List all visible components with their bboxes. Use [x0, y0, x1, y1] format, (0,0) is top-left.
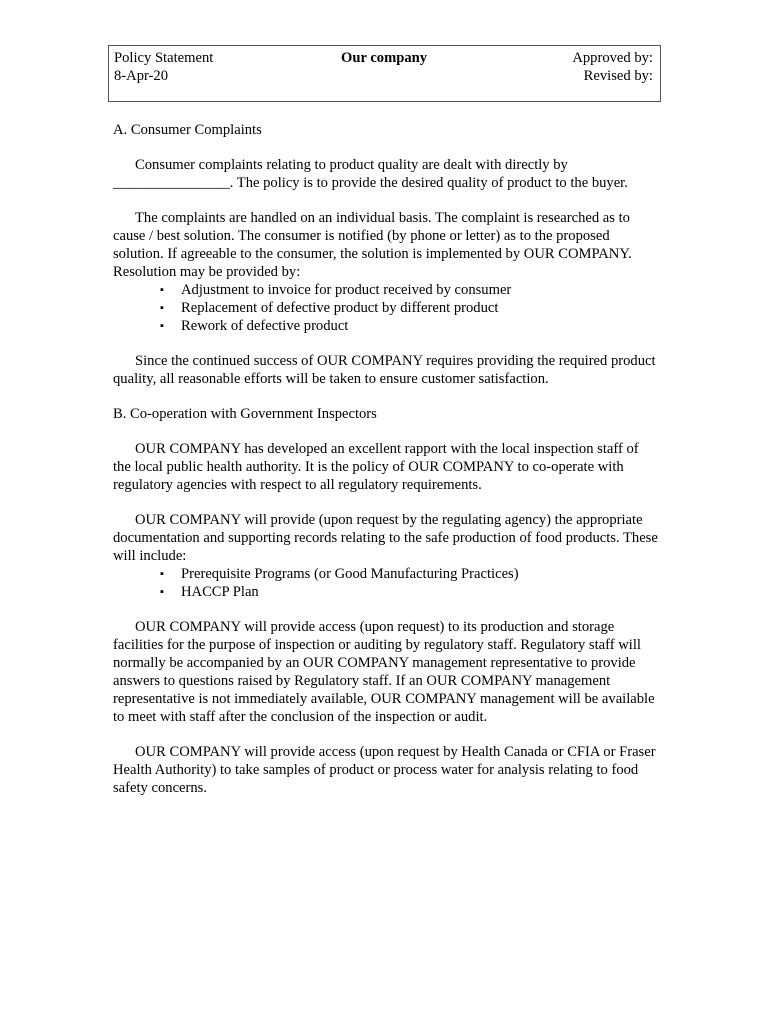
- approved-by-label: Approved by:: [572, 50, 653, 66]
- section-a-resolution-list: [113, 281, 658, 335]
- company-name: Our company: [341, 50, 428, 66]
- list-item-text: Replacement of defective product by different product: [181, 300, 499, 316]
- section-b-heading: B. Co-operation with Government Inspectors: [113, 406, 377, 422]
- bullet-icon: ▪: [160, 586, 164, 598]
- revised-by-label: Revised by:: [583, 68, 653, 84]
- policy-statement-label: Policy Statement: [114, 50, 214, 66]
- section-a-paragraph-1: Consumer complaints relating to product quality are dealt with directly by ________________. The policy is to provide the desired quality of product to the buyer.: [113, 157, 628, 191]
- list-item-text: HACCP Plan: [181, 584, 259, 600]
- bullet-icon: ▪: [160, 302, 164, 314]
- list-item: [113, 583, 658, 601]
- document-header-box: [108, 45, 661, 102]
- list-item: [113, 317, 658, 335]
- section-b-paragraph-1: OUR COMPANY has developed an excellent rapport with the local inspection staff of the local public health authority. It is the policy of OUR COMPANY to co-operate with regulatory agencies with respect to all regulatory requirements.: [113, 441, 639, 493]
- section-a-paragraph-3: Since the continued success of OUR COMPANY requires providing the required product quality, all reasonable efforts will be taken to ensure customer satisfaction.: [113, 353, 656, 387]
- list-item-text: Rework of defective product: [181, 318, 349, 334]
- section-b-paragraph-3: OUR COMPANY will provide access (upon request) to its production and storage facilities for the purpose of inspection or auditing by regulatory staff. Regulatory staff will normally be accompanied by an OUR COMPANY management representative to provide answers to questions raised by Regulatory staff. If an OUR COMPANY management representative is not immediately available, OUR COMPANY management will be available to meet with staff after the conclusion of the inspection or audit.: [113, 619, 655, 725]
- list-item: [113, 281, 658, 299]
- list-item: [113, 565, 658, 583]
- bullet-icon: ▪: [160, 568, 164, 580]
- section-b-records-list: [113, 565, 658, 601]
- section-b-paragraph-2: OUR COMPANY will provide (upon request by the regulating agency) the appropriate documentation and supporting records relating to the safe production of food products. These will include:: [113, 512, 658, 564]
- document-date: 8-Apr-20: [114, 68, 169, 84]
- section-b-paragraph-4: OUR COMPANY will provide access (upon request by Health Canada or CFIA or Fraser Health Authority) to take samples of product or process water for analysis relating to food safety concerns.: [113, 744, 656, 796]
- list-item-text: Adjustment to invoice for product received by consumer: [181, 282, 512, 298]
- section-a-paragraph-2: The complaints are handled on an individual basis. The complaint is researched as to cause / best solution. The consumer is notified (by phone or letter) as to the proposed solution. If agreeable to the consumer, the solution is implemented by OUR COMPANY. Resolution may be provided by:: [113, 210, 632, 280]
- list-item-text: Prerequisite Programs (or Good Manufacturing Practices): [181, 566, 519, 582]
- document-body: [113, 121, 658, 814]
- bullet-icon: ▪: [160, 284, 164, 296]
- bullet-icon: ▪: [160, 320, 164, 332]
- section-a-heading: A. Consumer Complaints: [113, 122, 262, 138]
- list-item: [113, 299, 658, 317]
